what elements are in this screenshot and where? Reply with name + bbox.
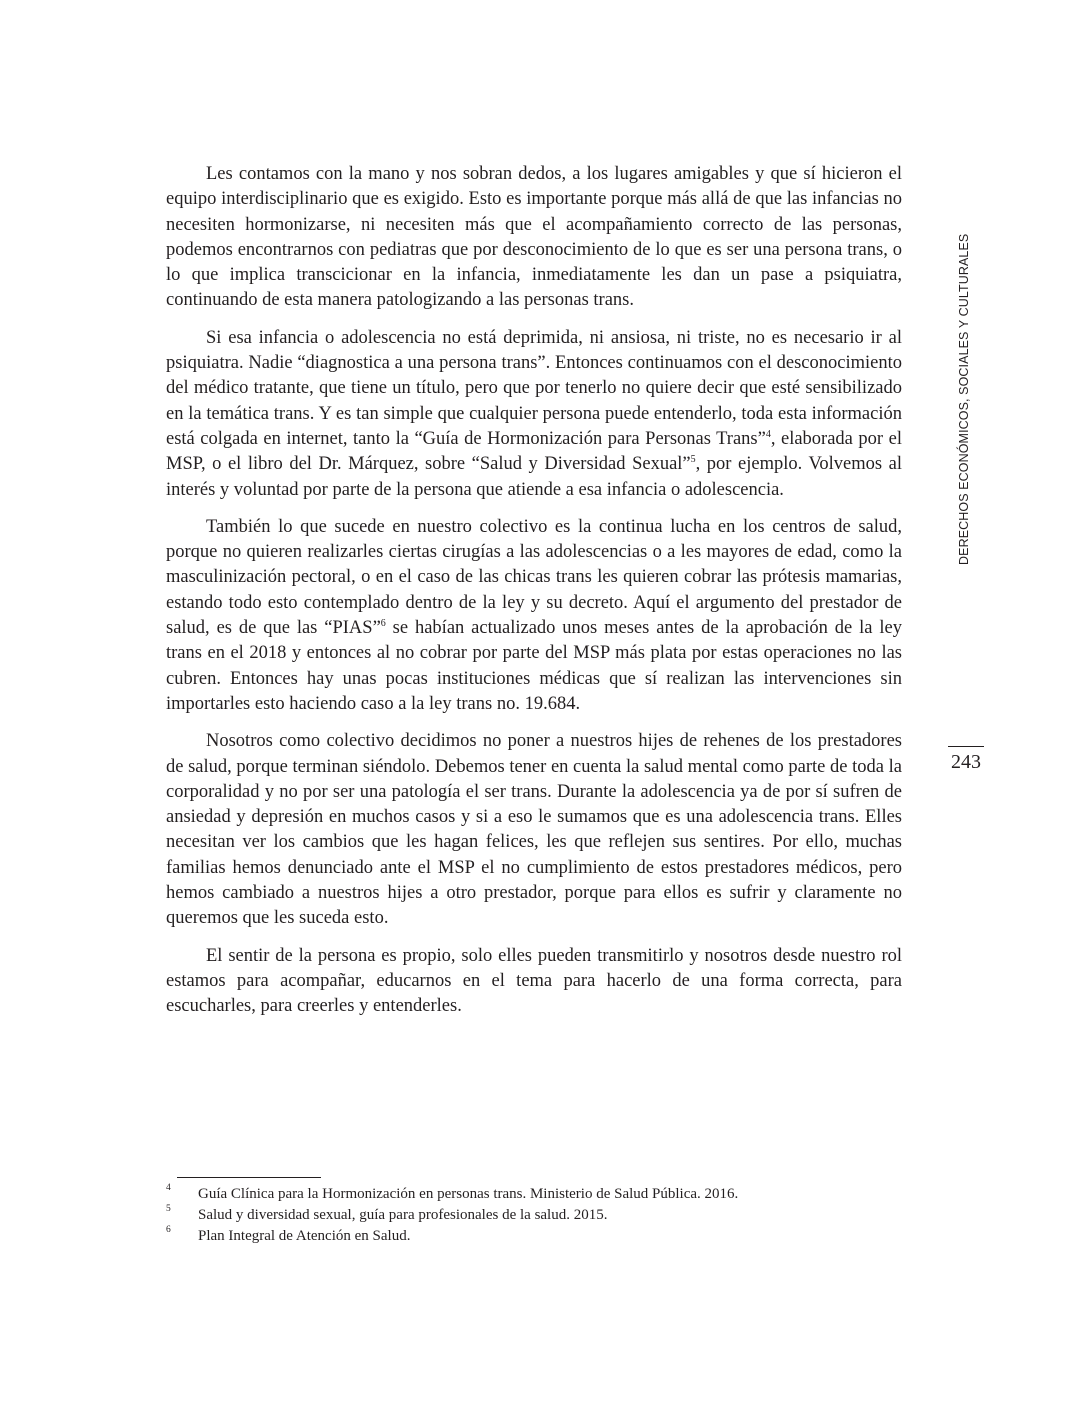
footnote-text: Salud y diversidad sexual, guía para profesionales de la salud. 2015. [198,1207,608,1223]
paragraph-5: El sentir de la persona es propio, solo elles pueden transmitirlo y nosotros desde nuestro rol estamos para acompañar, educarnos en el tema para hacerlo de una forma correcta, para escucharles, para creerles y entenderles. [166,945,902,1017]
page-number: 243 [951,751,981,773]
footnotes [166,1184,902,1247]
footnote-reference-4[interactable]: 4 [765,428,771,440]
paragraph-3-text-a: También lo que sucede en nuestro colectivo es la continua lucha en los centros de salud, porque no quieren realizarles ciertas cirugías a las adolescencias o a les mayores de edad, como la masculinización pectoral, o en el caso de las chicas trans les quieren cobrar las prótesis mamarias, estando todo esto contemplado dentro de la ley y su decreto. Aquí el argumento del prestador de salud, es de que las “PIAS” [166,516,902,639]
paragraph-2-text-b: , elaborada por el MSP, o el libro del Dr. Márquez, sobre “Salud y Diversidad Sexual” [166,428,902,475]
footnote-reference-5[interactable]: 5 [690,454,696,466]
footnote-5 [166,1205,902,1226]
running-title-vertical: DERECHOS ECONÓMICOS, SOCIALES Y CULTURALES [957,233,971,565]
paragraph-3 [166,515,902,717]
body-text [166,162,902,1032]
footnote-separator [177,1177,321,1178]
footnote-4 [166,1184,902,1205]
paragraph-4: Nosotros como colectivo decidimos no poner a nuestros hijes de rehenes de los prestadores de salud, porque terminan siéndolo. Debemos tener en cuenta la salud mental como parte de toda la corporalidad y no por ser una patología el ser trans. Durante la adolescencia ya de por sí sufren de ansiedad y depresión en muchos casos y si a eso le sumamos que es una adolescencia trans. Elles necesitan ver los cambios que les hagan felices, les que reflejen sus sentires. Por ello, muchas familias hemos denunciado ante el MSP el no cumplimiento de estos prestadores médicos, pero hemos cambiado a nuestros hijes a otro prestador, porque para ellos es sufrir y claramente no queremos que les suceda esto. [166,731,902,929]
footnote-text: Plan Integral de Atención en Salud. [198,1228,411,1244]
footnote-mark: 4 [166,1183,171,1193]
paragraph-2-text-a: Si esa infancia o adolescencia no está deprimida, ni ansiosa, ni triste, no es necesario ir al psiquiatra. Nadie “diagnostica a una persona trans”. Entonces continuamos con el desconocimiento del médico tratante, que tiene un título, pero que por tenerlo no quiere decir que esté sensibilizado en la temática trans. Y es tan simple que cualquier persona puede entenderlo, toda esta información está colgada en internet, tanto la “Guía de Hormonización para Personas Trans” [166,327,902,449]
page-number-rule [948,746,984,747]
paragraph-1: Les contamos con la mano y nos sobran dedos, a los lugares amigables y que sí hicieron el equipo interdisciplinario que es exigido. Esto es importante porque más allá de que las infancias no necesiten hormonizarse, ni necesiten más que el acompañamiento correcto de las personas, podemos encontrarnos con pediatras que por desconocimiento de lo que es ser una persona trans, o lo que implica transcicionar en la infancia, inmediatamente les dan un pase a psiquiatra, continuando de esta manera patologizando a las personas trans. [166,164,902,311]
footnote-text: Guía Clínica para la Hormonización en personas trans. Ministerio de Salud Pública. 2016. [198,1186,739,1202]
footnote-mark: 6 [166,1225,171,1235]
footnote-6 [166,1226,902,1247]
footnote-mark: 5 [166,1204,171,1214]
paragraph-3-text-b: se habían actualizado unos meses antes de la aprobación de la ley trans en el 2018 y entonces al no cobrar por parte del MSP más plata por estas operaciones no las cubren. Entonces hay unas pocas instituciones médicas que sí realizan las intervenciones sin importarles esto haciendo caso a la ley trans no. 19.684. [166,618,902,714]
paragraph-2-text-c: , por ejemplo. Volvemos al interés y voluntad por parte de la persona que atiende a esa infancia o adolescencia. [166,454,903,500]
footnote-reference-6[interactable]: 6 [380,618,386,630]
paragraph-2 [166,326,902,503]
